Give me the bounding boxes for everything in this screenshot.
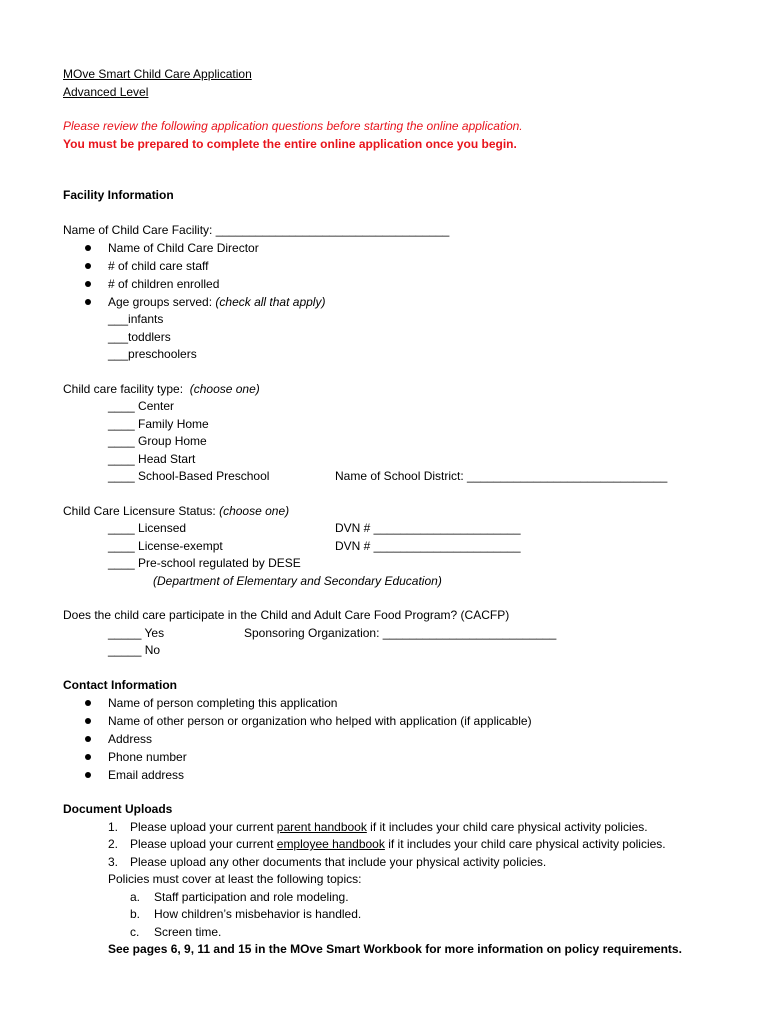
licensure-option-licensed: ____ Licensed (108, 521, 187, 535)
upload-item-2: 2. Please upload your current employee handbook if it includes your child care physical activity policies. (108, 837, 666, 851)
upload-item-3: 3. Please upload any other documents that include your physical activity policies. (108, 854, 547, 869)
policies-intro: Policies must cover at least the following topics: (108, 872, 362, 886)
contact-bullet-list (63, 694, 723, 784)
list-item: Email address (63, 766, 723, 784)
workbook-reference: See pages 6, 9, 11 and 15 in the MOve Smart Workbook for more information on policy requirements. (108, 942, 682, 956)
age-option-toddlers: ___toddlers (108, 329, 171, 344)
licensure-row-licensed (63, 520, 723, 538)
cacfp-yes-row (63, 625, 723, 643)
application-document (63, 66, 723, 959)
bullet-icon (85, 736, 91, 742)
notice-prepared: You must be prepared to complete the entire online application once you begin. (63, 136, 517, 151)
list-item: Address (63, 730, 723, 748)
facility-name-field: Name of Child Care Facility: ___________________________________ (63, 222, 450, 237)
bullet-icon (85, 299, 91, 305)
bullet-icon (85, 772, 91, 778)
list-item: Name of person completing this application (63, 694, 723, 712)
topic-item-a: a. Staff participation and role modeling. (130, 889, 349, 904)
dvn-field-1: DVN # ______________________ (335, 521, 521, 535)
list-item: Age groups served: (check all that apply) (63, 293, 723, 311)
list-item: # of child care staff (63, 257, 723, 275)
cacfp-yes-option: _____ Yes (108, 625, 165, 640)
licensure-label: Child Care Licensure Status: (choose one) (63, 503, 290, 518)
age-option-infants: ___infants (108, 312, 164, 326)
document-title: MOve Smart Child Care Application (63, 67, 252, 81)
facility-heading: Facility Information (63, 188, 174, 202)
list-item: Name of Child Care Director (63, 239, 723, 257)
sponsoring-organization-field: Sponsoring Organization: __________________________ (244, 625, 557, 640)
upload-item-1: 1. Please upload your current parent handbook if it includes your child care physical activity policies. (108, 819, 648, 834)
facility-bullet-list (63, 239, 723, 311)
type-option-school-based: ____ School-Based Preschool (108, 469, 270, 483)
bullet-icon (85, 281, 91, 287)
cacfp-question: Does the child care participate in the Child and Adult Care Food Program? (CACFP) (63, 608, 510, 622)
topic-item-c: c. Screen time. (130, 924, 222, 939)
cacfp-no-option: _____ No (108, 643, 161, 657)
age-option-preschoolers: ___preschoolers (108, 347, 197, 361)
type-option-group-home: ____ Group Home (108, 434, 207, 448)
list-item: # of children enrolled (63, 275, 723, 293)
bullet-icon (85, 718, 91, 724)
school-district-field: Name of School District: ______________________________ (335, 469, 668, 483)
dvn-field-2: DVN # ______________________ (335, 538, 521, 553)
uploads-heading: Document Uploads (63, 802, 173, 816)
notice-review: Please review the following application questions before starting the online application. (63, 119, 523, 133)
licensure-row-exempt (63, 538, 723, 556)
document-level: Advanced Level (63, 84, 149, 99)
bullet-icon (85, 245, 91, 251)
employee-handbook-text: employee handbook (276, 837, 385, 851)
type-option-school-row (63, 468, 723, 486)
bullet-icon (85, 263, 91, 269)
list-item: Phone number (63, 748, 723, 766)
type-option-head-start: ____ Head Start (108, 451, 196, 466)
parent-handbook-text: parent handbook (276, 819, 367, 834)
contact-heading: Contact Information (63, 677, 177, 692)
bullet-icon (85, 700, 91, 706)
facility-type-label: Child care facility type: (choose one) (63, 381, 260, 396)
licensure-option-exempt: ____ License-exempt (108, 538, 223, 553)
list-item: Name of other person or organization who helped with application (if applicable) (63, 712, 723, 730)
topic-item-b: b. How children’s misbehavior is handled. (130, 907, 362, 921)
licensure-option-dese: ____ Pre-school regulated by DESE (108, 556, 301, 570)
type-option-center: ____ Center (108, 399, 175, 413)
bullet-icon (85, 754, 91, 760)
type-option-family-home: ____ Family Home (108, 416, 209, 431)
dese-full-name: (Department of Elementary and Secondary Education) (153, 573, 442, 588)
